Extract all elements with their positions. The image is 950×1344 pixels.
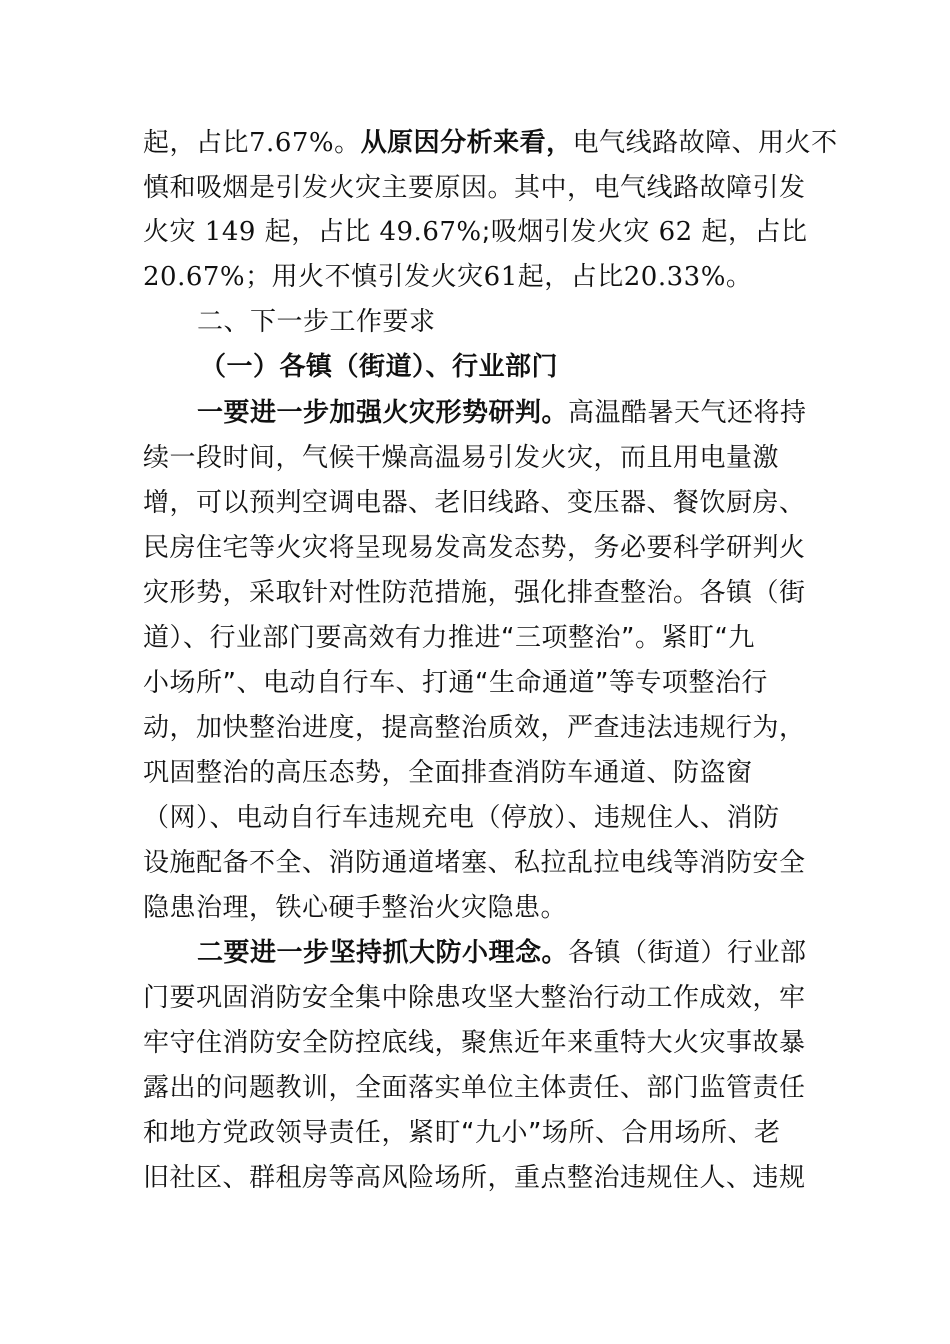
bold-run: 二要进一步坚持抓大防小理念。 [197,938,569,968]
paragraph-line: 门要巩固消防安全集中除患攻坚大整治行动工作成效，牢 [143,983,806,1013]
section-heading: 二、下一步工作要求 [197,307,436,337]
text-run: 高温酷暑天气还将持 [568,398,807,428]
number-run: 149 [204,217,256,247]
paragraph-line: 隐患治理，铁心硬手整治火灾隐患。 [143,893,568,923]
number-run: 7.67% [249,128,335,158]
paragraph-line: 和地方党政领导责任，紧盯“九小”场所、合用场所、老 [143,1118,781,1148]
paragraph-line: 灾形势，采取针对性防范措施，强化排查整治。各镇（街 [143,578,806,608]
text-run: 电气线路故障、用火不 [572,128,838,158]
paragraph-line: 增，可以预判空调电器、老旧线路、变压器、餐饮厨房、 [143,488,806,518]
number-run: 49.67% [379,217,482,247]
paragraph-line: 民房住宅等火灾将呈现易发高发态势，务必要科学研判火 [143,533,806,563]
paragraph-line: 道）、行业部门要高效有力推进“三项整治”。紧盯“九 [143,623,755,653]
paragraph-line [143,259,752,295]
paragraph-line: 旧社区、群租房等高风险场所，重点整治违规住人、违规 [143,1163,806,1193]
text-run: 起，占比 [517,262,624,292]
text-run: 。 [334,128,361,158]
text-run: 起，占比 [143,128,250,158]
text-run: 。 [725,262,753,292]
number-run: 20.67% [143,262,246,292]
subsection-heading: （一）各镇（街道）、行业部门 [200,352,559,382]
paragraph-line: 露出的问题教训，全面落实单位主体责任、部门监管责任 [143,1073,806,1103]
text-run: ;吸烟引发火灾 [481,217,650,247]
paragraph-line [143,214,808,250]
paragraph-line: 牢守住消防安全防控底线，聚焦近年来重特大火灾事故暴 [143,1028,806,1058]
text-run: 起，占比 [701,217,808,247]
paragraph-line: （网）、电动自行车违规充电（停放）、违规住人、消防 [143,803,780,833]
paragraph-line: 小场所”、电动自行车、打通“生命通道”等专项整治行 [143,668,768,698]
paragraph-line: 设施配备不全、消防通道堵塞、私拉乱拉电线等消防安全 [143,848,806,878]
bold-run: 一要进一步加强火灾形势研判。 [197,398,569,428]
number-run: 61 [483,262,518,292]
paragraph-line: 巩固整治的高压态势，全面排查消防车通道、防盗窗 [143,758,753,788]
bold-run: 从原因分析来看， [360,128,573,158]
paragraph-line [143,125,838,161]
number-run: 62 [658,217,693,247]
text-run: 起，占比 [264,217,371,247]
text-run: 火灾 [143,217,197,247]
number-run: 20.33% [623,262,726,292]
text-run: 各镇（街道）行业部 [568,938,807,968]
paragraph-line: 动，加快整治进度，提高整治质效，严查违法违规行为， [143,713,806,743]
paragraph-line [197,395,805,431]
paragraph-line: 续一段时间，气候干燥高温易引发火灾，而且用电量激 [143,443,780,473]
paragraph-line [197,935,805,971]
paragraph-line: 慎和吸烟是引发火灾主要原因。其中，电气线路故障引发 [143,173,806,203]
text-run: ；用火不慎引发火灾 [245,262,484,292]
